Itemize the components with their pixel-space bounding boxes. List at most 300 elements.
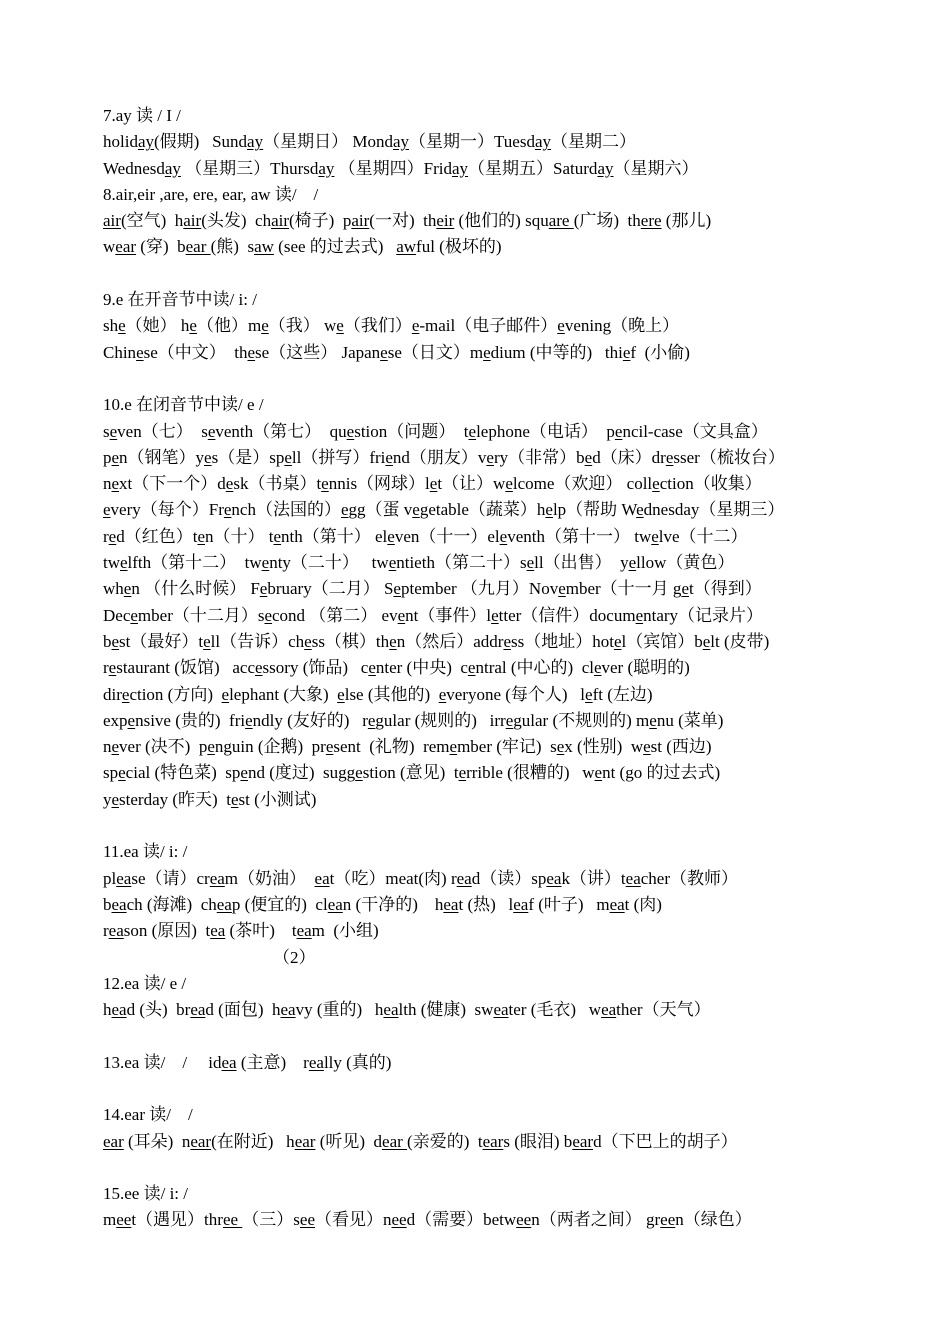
text-line bbox=[103, 234, 863, 260]
text-line bbox=[103, 603, 863, 629]
text-run: veryone (每个人) l bbox=[446, 684, 586, 704]
text-line bbox=[103, 866, 863, 892]
text-line bbox=[103, 129, 863, 155]
underlined-letters: ear bbox=[572, 1131, 594, 1151]
underlined-letters: ea bbox=[308, 1052, 324, 1072]
text-line bbox=[103, 156, 863, 182]
text-run: (耳朵) n bbox=[123, 1131, 191, 1151]
text-line bbox=[103, 708, 863, 734]
underlined-letters: ere bbox=[640, 211, 662, 231]
text-line bbox=[103, 182, 863, 208]
text-run: （星期二） bbox=[551, 132, 636, 152]
text-run: sh bbox=[103, 316, 119, 336]
text-run: f (叶子) m bbox=[528, 894, 610, 914]
underlined-letters: e bbox=[557, 316, 565, 336]
underlined-letters: e bbox=[225, 474, 234, 494]
text-run: rrible (很糟的) w bbox=[466, 763, 595, 783]
underlined-letters: e bbox=[411, 316, 420, 336]
text-run: cial (特色菜) sp bbox=[125, 763, 241, 783]
text-run: x (性别) w bbox=[564, 737, 644, 757]
text-line bbox=[103, 576, 863, 602]
underlined-letters: e bbox=[613, 631, 622, 651]
underlined-letters: ea bbox=[601, 1000, 617, 1020]
underlined-letters: e bbox=[503, 631, 511, 651]
underlined-letters: e bbox=[397, 605, 406, 625]
text-run: gular (规则的) irr bbox=[375, 710, 506, 730]
text-run: d（需要）betw bbox=[406, 1210, 517, 1230]
text-line bbox=[103, 629, 863, 655]
underlined-letters: e bbox=[622, 342, 631, 362]
text-line bbox=[103, 734, 863, 760]
underlined-letters: ear bbox=[185, 237, 211, 257]
blank-line bbox=[103, 1155, 863, 1181]
text-run: sp bbox=[103, 763, 119, 783]
underlined-letters: e bbox=[103, 500, 111, 520]
underlined-letters: e bbox=[385, 447, 393, 467]
text-run: n （什么时候） F bbox=[131, 579, 260, 599]
underlined-letters: e bbox=[388, 553, 397, 573]
text-line bbox=[103, 971, 863, 997]
underlined-letters: ea bbox=[625, 868, 641, 888]
text-run: tter（信件）docum bbox=[498, 605, 636, 625]
text-run: 8.air,eir ,are, ere, ear, aw 读/ / bbox=[103, 184, 319, 204]
text-run: (亲爱的) t bbox=[407, 1131, 483, 1151]
underlined-letters: air bbox=[183, 211, 202, 231]
text-run: (那儿) bbox=[661, 211, 712, 231]
text-line bbox=[103, 787, 863, 813]
text-run: (在附近) h bbox=[211, 1131, 295, 1151]
underlined-letters: e bbox=[245, 710, 253, 730]
text-run: b bbox=[103, 894, 112, 914]
underlined-letters: e bbox=[261, 553, 270, 573]
text-run: 9.e 在开音节中读/ i: / bbox=[103, 290, 257, 310]
text-line bbox=[103, 655, 863, 681]
underlined-letters: e bbox=[458, 763, 467, 783]
underlined-letters: e bbox=[203, 631, 211, 651]
underlined-letters: ay bbox=[318, 158, 335, 178]
underlined-letters: aw bbox=[254, 237, 274, 257]
text-run: p (便宜的) cl bbox=[231, 894, 328, 914]
underlined-letters: e bbox=[380, 342, 388, 362]
underlined-letters: e bbox=[136, 342, 144, 362]
text-run: staurant (饭馆) acc bbox=[116, 658, 255, 678]
text-line bbox=[103, 682, 863, 708]
text-run: mber（十一月 g bbox=[565, 579, 682, 599]
text-run: （她） h bbox=[125, 316, 190, 336]
text-run: stion (意见) t bbox=[362, 763, 459, 783]
underlined-letters: e bbox=[491, 605, 499, 625]
text-run: r bbox=[103, 921, 109, 941]
text-line bbox=[103, 839, 863, 865]
underlined-letters: e bbox=[635, 605, 644, 625]
underlined-letters: e bbox=[468, 421, 477, 441]
text-run: ft (左边) bbox=[592, 684, 653, 704]
underlined-letters: ea bbox=[111, 894, 127, 914]
text-run: lephone（电话） p bbox=[476, 421, 615, 441]
text-run: Wednesd bbox=[103, 158, 165, 178]
underlined-letters: e bbox=[127, 710, 136, 730]
text-run: ntral (中心的) cl bbox=[475, 658, 594, 678]
text-run: nch（法国的） bbox=[231, 500, 341, 520]
text-run: ction (方向) bbox=[129, 684, 222, 704]
underlined-letters: ea bbox=[609, 894, 625, 914]
underlined-letters: e bbox=[429, 474, 438, 494]
text-line bbox=[103, 392, 863, 418]
text-run: lephant (大象) bbox=[229, 684, 338, 704]
underlined-letters: ear bbox=[294, 1131, 316, 1151]
text-line bbox=[103, 997, 863, 1023]
underlined-letters: e bbox=[130, 605, 138, 625]
text-run: n（十） t bbox=[205, 526, 274, 546]
underlined-letters: e bbox=[643, 737, 651, 757]
text-run: （我） w bbox=[268, 316, 337, 336]
underlined-letters: e bbox=[325, 737, 334, 757]
text-run: 12.ea 读/ e / bbox=[103, 973, 187, 993]
underlined-letters: e bbox=[111, 789, 120, 809]
text-run: stion（问题） t bbox=[354, 421, 469, 441]
text-line bbox=[103, 918, 863, 944]
text-run: h bbox=[103, 1000, 112, 1020]
text-run: （三）s bbox=[242, 1210, 300, 1230]
text-run: (see 的过去式) bbox=[273, 237, 397, 257]
text-run: d (面包) h bbox=[205, 1000, 281, 1020]
underlined-letters: e bbox=[321, 474, 329, 494]
text-run: lt (皮带) bbox=[710, 631, 770, 651]
underlined-letters: ea bbox=[216, 894, 232, 914]
text-run: r bbox=[103, 658, 109, 678]
blank-line bbox=[103, 813, 863, 839]
underlined-letters: ea bbox=[108, 921, 124, 941]
underlined-letters: ea bbox=[314, 868, 330, 888]
text-run: (一对) th bbox=[369, 211, 437, 231]
text-run: m（奶油） bbox=[224, 868, 315, 888]
text-run: nt（事件）l bbox=[405, 605, 492, 625]
underlined-letters: e bbox=[264, 605, 273, 625]
underlined-letters: ee bbox=[116, 1210, 132, 1230]
underlined-letters: ee bbox=[299, 1210, 315, 1230]
underlined-letters: e bbox=[499, 526, 508, 546]
underlined-letters: e bbox=[584, 447, 593, 467]
text-run: (听见) d bbox=[315, 1131, 383, 1151]
underlined-letters: e bbox=[467, 658, 476, 678]
underlined-letters: air bbox=[103, 211, 121, 231]
underlined-letters: e bbox=[273, 526, 282, 546]
underlined-letters: ea bbox=[327, 894, 343, 914]
underlined-letters: ea bbox=[210, 921, 226, 941]
underlined-letters: e bbox=[118, 763, 126, 783]
text-run: ction（收集） bbox=[659, 474, 762, 494]
text-run: se（日文）m bbox=[387, 342, 484, 362]
text-run: d（红色）t bbox=[116, 526, 198, 546]
underlined-letters: air bbox=[351, 211, 370, 231]
underlined-letters: ea bbox=[116, 868, 132, 888]
text-run: se（中文） th bbox=[143, 342, 248, 362]
text-run: se（请）cr bbox=[131, 868, 210, 888]
text-line bbox=[103, 497, 863, 523]
underlined-letters: e bbox=[304, 631, 312, 651]
underlined-letters: e bbox=[261, 316, 269, 336]
text-run: （星期五）Saturd bbox=[468, 158, 598, 178]
text-run: ven（七） s bbox=[117, 421, 208, 441]
underlined-letters: e bbox=[121, 684, 130, 704]
text-run: lly (真的) bbox=[323, 1052, 392, 1072]
underlined-letters: e bbox=[652, 474, 660, 494]
text-run: nty（二十） tw bbox=[269, 553, 389, 573]
text-run: ven（十一）el bbox=[394, 526, 500, 546]
text-run: ry（非常）b bbox=[493, 447, 585, 467]
underlined-letters: ea bbox=[443, 894, 459, 914]
text-run: lcome（欢迎） coll bbox=[512, 474, 653, 494]
text-run: lth (健康) sw bbox=[398, 1000, 494, 1020]
text-run: 10.e 在闭音节中读/ e / bbox=[103, 395, 264, 415]
text-run: nnis（网球）l bbox=[328, 474, 430, 494]
text-run: n（然后）addr bbox=[396, 631, 504, 651]
text-run: 7.ay 读 / I / bbox=[103, 106, 181, 125]
text-run: n bbox=[103, 474, 112, 494]
text-line bbox=[103, 313, 863, 339]
underlined-letters: e bbox=[585, 684, 593, 704]
underlined-letters: ay bbox=[392, 132, 409, 152]
text-run: ntieth（第二十）s bbox=[396, 553, 527, 573]
text-run: s（是）sp bbox=[211, 447, 285, 467]
text-run: very（每个）Fr bbox=[110, 500, 224, 520]
underlined-letters: ea bbox=[221, 1052, 237, 1072]
text-run: （星期六） bbox=[613, 158, 699, 178]
underlined-letters: e bbox=[123, 579, 132, 599]
text-run: ll（告诉）ch bbox=[210, 631, 305, 651]
text-run: nu (菜单) bbox=[656, 710, 724, 730]
underlined-letters: air bbox=[271, 211, 290, 231]
underlined-letters: e bbox=[118, 316, 126, 336]
text-line bbox=[103, 892, 863, 918]
text-run: s (眼泪) b bbox=[503, 1131, 573, 1151]
text-line bbox=[103, 1102, 863, 1128]
text-run: vening（晚上） bbox=[564, 316, 680, 336]
text-run: Chin bbox=[103, 342, 137, 362]
underlined-letters: ea bbox=[546, 868, 562, 888]
underlined-letters: ear bbox=[115, 237, 137, 257]
text-run: gular (不规则的) m bbox=[513, 710, 650, 730]
underlined-letters: e bbox=[702, 631, 711, 651]
text-line bbox=[103, 340, 863, 366]
underlined-letters: e bbox=[259, 579, 268, 599]
underlined-letters: e bbox=[204, 447, 212, 467]
text-run: getable（蔬菜）h bbox=[419, 500, 546, 520]
text-run: t（让）w bbox=[437, 474, 506, 494]
text-run: n（绿色） bbox=[675, 1210, 752, 1230]
text-run: nter (中央) c bbox=[375, 658, 468, 678]
text-run: ssory (饰品) c bbox=[262, 658, 369, 678]
text-line bbox=[103, 445, 863, 471]
text-run: sent (礼物) rem bbox=[333, 737, 450, 757]
underlined-letters: ay bbox=[247, 132, 264, 152]
underlined-letters: ay bbox=[597, 158, 614, 178]
text-run: tw bbox=[103, 553, 120, 573]
underlined-letters: e bbox=[438, 684, 447, 704]
text-run: d（床）dr bbox=[592, 447, 666, 467]
underlined-letters: ea bbox=[111, 1000, 127, 1020]
underlined-letters: e bbox=[505, 710, 514, 730]
underlined-letters: e bbox=[340, 500, 349, 520]
text-run: t（得到） bbox=[688, 579, 762, 599]
text-run: pl bbox=[103, 868, 117, 888]
text-run: (熊) s bbox=[210, 237, 255, 257]
underlined-letters: ee bbox=[391, 1210, 407, 1230]
text-run: nd（朋友）v bbox=[392, 447, 487, 467]
underlined-letters: e bbox=[593, 658, 602, 678]
text-run: t (肉) bbox=[624, 894, 662, 914]
underlined-letters: ear bbox=[482, 1131, 504, 1151]
text-line bbox=[103, 471, 863, 497]
underlined-letters: e bbox=[636, 500, 644, 520]
text-run: (假期) Sund bbox=[154, 132, 248, 152]
underlined-letters: e bbox=[368, 658, 376, 678]
text-line bbox=[103, 1181, 863, 1207]
underlined-letters: e bbox=[389, 631, 397, 651]
underlined-letters: ea bbox=[296, 921, 312, 941]
text-run: （我们） bbox=[343, 316, 412, 336]
text-run: sk（书桌）t bbox=[233, 474, 322, 494]
text-run: ncil-case（文具盒） bbox=[622, 421, 768, 441]
underlined-letters: e bbox=[111, 447, 120, 467]
text-run: (椅子) p bbox=[289, 211, 352, 231]
text-run: Dec bbox=[103, 605, 131, 625]
text-run: ll（出售） y bbox=[534, 553, 629, 573]
text-run: (他们的) squ bbox=[454, 211, 549, 231]
text-run: son (原因) t bbox=[123, 921, 211, 941]
underlined-letters: e bbox=[230, 789, 239, 809]
text-run: sser（梳妆台） bbox=[673, 447, 785, 467]
underlined-letters: e bbox=[393, 579, 401, 599]
text-run: t (热) l bbox=[458, 894, 514, 914]
document-body bbox=[103, 103, 863, 1234]
underlined-letters: e bbox=[665, 447, 674, 467]
text-line bbox=[103, 945, 863, 971]
text-run: ll（拼写）fri bbox=[291, 447, 386, 467]
text-run: gg（蛋 v bbox=[348, 500, 413, 520]
text-run: （看见）n bbox=[315, 1210, 392, 1230]
underlined-letters: e bbox=[223, 500, 232, 520]
text-run: vy (重的) h bbox=[295, 1000, 384, 1020]
underlined-letters: ea bbox=[209, 868, 225, 888]
text-run: dnesday（星期三） bbox=[643, 500, 785, 520]
text-line bbox=[103, 1129, 863, 1155]
text-run: n (干净的) h bbox=[342, 894, 444, 914]
text-run: ntary（记录片） bbox=[643, 605, 764, 625]
text-line bbox=[103, 1050, 863, 1076]
underlined-letters: e bbox=[483, 342, 491, 362]
text-run: f (小偷) bbox=[630, 342, 690, 362]
underlined-letters: ay bbox=[534, 132, 551, 152]
text-run: d（读）sp bbox=[471, 868, 547, 888]
text-run: nd (度过) sugg bbox=[247, 763, 356, 783]
underlined-letters: e bbox=[108, 658, 117, 678]
underlined-letters: ee bbox=[516, 1210, 532, 1230]
text-run: n（钢笔）y bbox=[119, 447, 205, 467]
underlined-letters: e bbox=[505, 474, 513, 494]
underlined-letters: ear bbox=[190, 1131, 212, 1151]
text-line bbox=[103, 524, 863, 550]
text-line bbox=[103, 208, 863, 234]
text-run: xt（下一个）d bbox=[119, 474, 226, 494]
text-run: lve（十二） bbox=[658, 526, 748, 546]
text-run: l（宾馆）b bbox=[621, 631, 703, 651]
text-run: st (小测试) bbox=[238, 789, 317, 809]
underlined-letters: ea bbox=[280, 1000, 296, 1020]
text-run: wh bbox=[103, 579, 124, 599]
underlined-letters: e bbox=[120, 553, 128, 573]
underlined-letters: e bbox=[207, 737, 215, 757]
blank-line bbox=[103, 261, 863, 287]
underlined-letters: e bbox=[255, 658, 263, 678]
text-run: ss（地址）hot bbox=[510, 631, 614, 651]
text-run: (空气) h bbox=[120, 211, 184, 231]
text-run: nt (go 的过去式) bbox=[602, 763, 721, 783]
underlined-letters: eir bbox=[436, 211, 455, 231]
underlined-letters: e bbox=[337, 684, 345, 704]
underlined-letters: e bbox=[111, 737, 120, 757]
text-line bbox=[103, 103, 863, 129]
text-run: llow（黄色） bbox=[636, 553, 735, 573]
text-run: lp（帮助 W bbox=[552, 500, 637, 520]
underlined-letters: e bbox=[111, 631, 120, 651]
underlined-letters: e bbox=[207, 421, 216, 441]
text-run: lse (其他的) bbox=[344, 684, 439, 704]
text-run: k（讲）t bbox=[561, 868, 626, 888]
text-run: （星期一）Tuesd bbox=[409, 132, 535, 152]
text-run: m bbox=[103, 1210, 117, 1230]
text-run: lfth（第十二） tw bbox=[127, 553, 262, 573]
underlined-letters: e bbox=[449, 737, 458, 757]
underlined-letters: ea bbox=[513, 894, 529, 914]
text-run: ptember （九月）Nov bbox=[400, 579, 559, 599]
underlined-letters: e bbox=[367, 710, 376, 730]
underlined-letters: e bbox=[681, 579, 689, 599]
text-run: (穿) b bbox=[136, 237, 186, 257]
underlined-letters: are bbox=[548, 211, 574, 231]
text-run: -mail（电子邮件） bbox=[419, 316, 558, 336]
underlined-letters: e bbox=[284, 447, 292, 467]
text-run: ver (聪明的) bbox=[601, 658, 690, 678]
text-run: se（这些） Japan bbox=[255, 342, 381, 362]
text-run: 14.ear 读/ / bbox=[103, 1105, 193, 1125]
text-run: nsive (贵的) fri bbox=[135, 710, 246, 730]
text-run: 11.ea 读/ i: / bbox=[103, 842, 188, 862]
text-run: dium (中等的) thi bbox=[490, 342, 623, 362]
underlined-letters: aw bbox=[396, 237, 417, 257]
underlined-letters: ea bbox=[190, 1000, 206, 1020]
underlined-letters: e bbox=[336, 316, 344, 336]
underlined-letters: ay bbox=[164, 158, 181, 178]
text-run: exp bbox=[103, 710, 128, 730]
text-run: (茶叶) t bbox=[225, 921, 297, 941]
text-run: （星期三）Thursd bbox=[180, 158, 319, 178]
text-run: （星期日） Mond bbox=[263, 132, 393, 152]
underlined-letters: ea bbox=[456, 868, 472, 888]
underlined-letters: e bbox=[240, 763, 248, 783]
underlined-letters: e bbox=[111, 474, 120, 494]
text-run: 15.ee 读/ i: / bbox=[103, 1184, 188, 1204]
text-line bbox=[103, 550, 863, 576]
text-run: cher（教师） bbox=[640, 868, 739, 888]
underlined-letters: e bbox=[108, 526, 117, 546]
text-run: w bbox=[103, 237, 116, 257]
text-run: m (小组) bbox=[311, 921, 379, 941]
underlined-letters: ee bbox=[660, 1210, 676, 1230]
underlined-letters: e bbox=[412, 500, 420, 520]
underlined-letters: e bbox=[221, 684, 230, 704]
text-run: bruary（二月） S bbox=[267, 579, 394, 599]
